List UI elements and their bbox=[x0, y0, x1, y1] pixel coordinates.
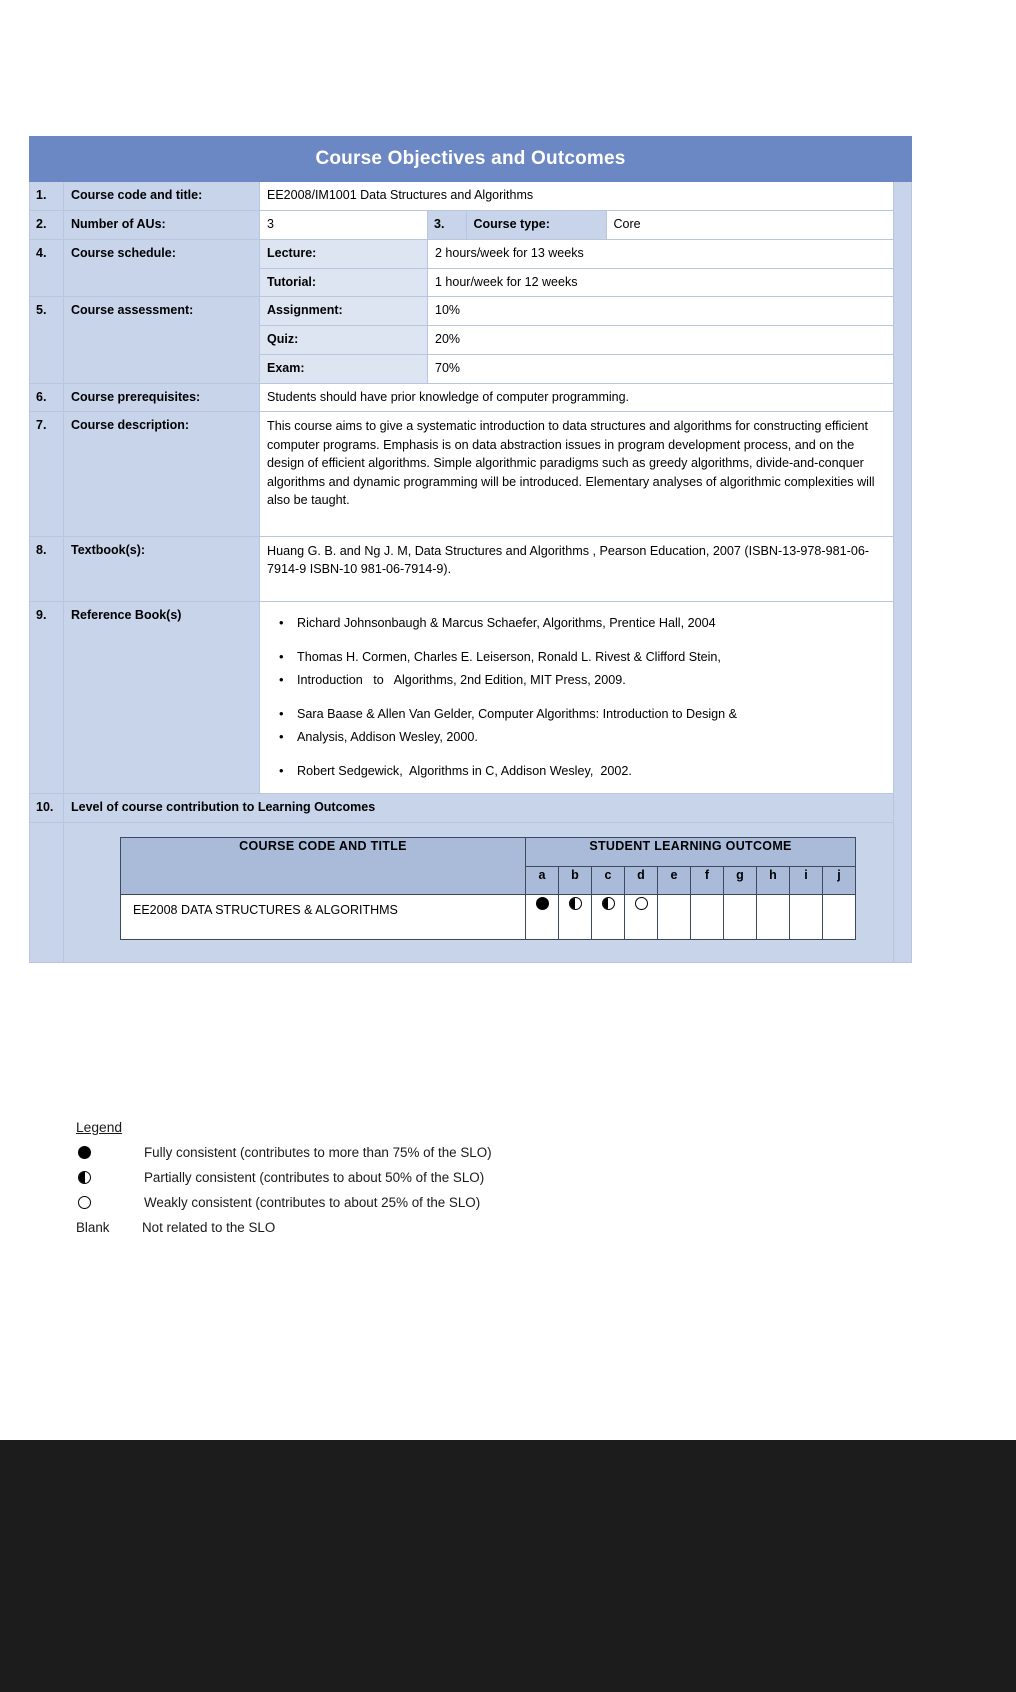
slo-mark-f bbox=[691, 894, 724, 939]
row-value: Students should have prior knowledge of computer programming. bbox=[260, 383, 894, 412]
row-value: EE2008/IM1001 Data Structures and Algorithms bbox=[260, 182, 894, 211]
table-row-aus bbox=[30, 211, 912, 240]
row-number-secondary: 3. bbox=[428, 211, 466, 239]
footer-bar bbox=[0, 1440, 1016, 1692]
legend-item-weakly bbox=[76, 1193, 696, 1211]
row-label: Course description: bbox=[64, 412, 260, 537]
row-label: Course assessment: bbox=[64, 297, 260, 383]
slo-letter-i: i bbox=[790, 867, 823, 894]
row-label: Course schedule: bbox=[64, 239, 260, 297]
slo-mark-a bbox=[526, 894, 559, 939]
row-value bbox=[260, 412, 894, 537]
slo-letter-h: h bbox=[757, 867, 790, 894]
slo-mark-i bbox=[790, 894, 823, 939]
table-row-description bbox=[30, 412, 912, 537]
slo-mark-h bbox=[757, 894, 790, 939]
slo-letter-d: d bbox=[625, 867, 658, 894]
spacer-cell bbox=[30, 822, 64, 962]
assessment-value-quiz: 20% bbox=[428, 326, 894, 355]
slo-letter-b: b bbox=[559, 867, 592, 894]
assessment-key-quiz: Quiz: bbox=[260, 326, 428, 355]
row-number: 10. bbox=[30, 793, 64, 822]
reference-book-list bbox=[267, 614, 886, 781]
slo-header-row-group bbox=[121, 837, 856, 867]
spacer-cell bbox=[894, 182, 912, 211]
row-number: 7. bbox=[30, 412, 64, 537]
spacer-cell bbox=[894, 412, 912, 537]
slo-mark-e bbox=[658, 894, 691, 939]
assessment-value-assignment: 10% bbox=[428, 297, 894, 326]
legend-blank-label: Blank bbox=[76, 1219, 110, 1235]
spacer-cell bbox=[894, 822, 912, 962]
legend bbox=[76, 1120, 696, 1243]
weakly-consistent-icon bbox=[76, 1196, 144, 1209]
row-number: 2. bbox=[30, 211, 64, 240]
schedule-key-tutorial: Tutorial: bbox=[260, 268, 428, 297]
legend-item-label: Weakly consistent (contributes to about 25% of the SLO) bbox=[144, 1194, 481, 1210]
row-label: Course code and title: bbox=[64, 182, 260, 211]
slo-mark-g bbox=[724, 894, 757, 939]
slo-outcome-group-header: STUDENT LEARNING OUTCOME bbox=[526, 837, 856, 867]
schedule-value-tutorial: 1 hour/week for 12 weeks bbox=[428, 268, 894, 297]
course-description-text: This course aims to give a systematic introduction to data structures and algorithms for constructing efficient computer programs. Emphasis is on data abstraction issues in program development process, and on the design of efficient algorithms. Simple algorithmic paradigms such as greedy algorithms, divide-and-conquer algorithms and dynamic programming will be introduced. Elementary analyses of algorithmic complexities will also be taught. bbox=[267, 419, 879, 508]
list-item: • Sara Baase & Allen Van Gelder, Computer Algorithms: Introduction to Design & bbox=[267, 705, 886, 724]
slo-mark-d bbox=[625, 894, 658, 939]
legend-item-label: Partially consistent (contributes to about 50% of the SLO) bbox=[144, 1169, 485, 1185]
slo-letter-f: f bbox=[691, 867, 724, 894]
table-row-prerequisites bbox=[30, 383, 912, 412]
spacer-cell bbox=[894, 239, 912, 268]
textbook-text: Huang G. B. and Ng J. M, Data Structures and Algorithms , Pearson Education, 2007 (ISBN-13-978-981-06-7914-9 ISBN-10 981-06-7914-9). bbox=[267, 543, 870, 577]
row-number: 6. bbox=[30, 383, 64, 412]
partially-consistent-icon bbox=[76, 1171, 144, 1184]
table-row-slo-matrix bbox=[30, 822, 912, 962]
row-number: 4. bbox=[30, 239, 64, 297]
weakly-consistent-icon bbox=[635, 897, 648, 910]
table-row-references bbox=[30, 601, 912, 793]
spacer-cell bbox=[894, 383, 912, 412]
legend-item-label: Fully consistent (contributes to more than 75% of the SLO) bbox=[144, 1144, 492, 1160]
legend-item-fully bbox=[76, 1143, 696, 1161]
slo-mark-j bbox=[823, 894, 856, 939]
legend-title: Legend bbox=[76, 1120, 123, 1135]
spacer-cell bbox=[894, 268, 912, 297]
assessment-key-exam: Exam: bbox=[260, 354, 428, 383]
slo-course-name: EE2008 DATA STRUCTURES & ALGORITHMS bbox=[121, 894, 526, 939]
spacer-cell bbox=[894, 601, 912, 793]
row-label: Textbook(s): bbox=[64, 536, 260, 601]
row-number: 5. bbox=[30, 297, 64, 383]
slo-matrix-table bbox=[120, 837, 856, 940]
spacer-cell bbox=[894, 297, 912, 326]
slo-letter-a: a bbox=[526, 867, 559, 894]
fully-consistent-icon bbox=[536, 897, 549, 910]
row-number: 9. bbox=[30, 601, 64, 793]
row-number: 1. bbox=[30, 182, 64, 211]
row-value-secondary: Core bbox=[606, 211, 893, 239]
list-item: • Thomas H. Cormen, Charles E. Leiserson, Ronald L. Rivest & Clifford Stein, bbox=[267, 648, 886, 667]
row-number: 8. bbox=[30, 536, 64, 601]
row-label-secondary: Course type: bbox=[466, 211, 606, 239]
table-row-contribution-header bbox=[30, 793, 912, 822]
slo-letter-c: c bbox=[592, 867, 625, 894]
partially-consistent-icon bbox=[602, 897, 615, 910]
row-label: Reference Book(s) bbox=[64, 601, 260, 793]
list-item: • Introduction to Algorithms, 2nd Edition, MIT Press, 2009. bbox=[267, 671, 886, 690]
spacer-cell bbox=[894, 536, 912, 601]
list-item: • Analysis, Addison Wesley, 2000. bbox=[267, 728, 886, 747]
page-title: Course Objectives and Outcomes bbox=[30, 137, 912, 182]
spacer-cell bbox=[894, 354, 912, 383]
table-title-row bbox=[30, 137, 912, 182]
row-value: 3 bbox=[260, 211, 428, 240]
table-row-textbook bbox=[30, 536, 912, 601]
slo-course-column-header: COURSE CODE AND TITLE bbox=[121, 837, 526, 894]
row-label: Course prerequisites: bbox=[64, 383, 260, 412]
course-type-group bbox=[428, 211, 894, 240]
slo-letter-j: j bbox=[823, 867, 856, 894]
slo-letter-g: g bbox=[724, 867, 757, 894]
table-row-assessment-assignment bbox=[30, 297, 912, 326]
schedule-key-lecture: Lecture: bbox=[260, 239, 428, 268]
row-value bbox=[260, 536, 894, 601]
row-label: Level of course contribution to Learning Outcomes bbox=[64, 793, 894, 822]
spacer-cell bbox=[894, 793, 912, 822]
table-row-course-code bbox=[30, 182, 912, 211]
row-label: Number of AUs: bbox=[64, 211, 260, 240]
table-row-schedule-lecture bbox=[30, 239, 912, 268]
fully-consistent-icon bbox=[76, 1146, 144, 1159]
table-row bbox=[121, 894, 856, 939]
list-item: • Richard Johnsonbaugh & Marcus Schaefer, Algorithms, Prentice Hall, 2004 bbox=[267, 614, 886, 633]
assessment-key-assignment: Assignment: bbox=[260, 297, 428, 326]
course-outline-table bbox=[29, 136, 912, 963]
spacer-cell bbox=[894, 211, 912, 240]
list-item: • Robert Sedgewick, Algorithms in C, Addison Wesley, 2002. bbox=[267, 762, 886, 781]
spacer-cell bbox=[894, 326, 912, 355]
slo-letter-e: e bbox=[658, 867, 691, 894]
slo-matrix-container bbox=[64, 822, 894, 962]
partially-consistent-icon bbox=[569, 897, 582, 910]
slo-mark-b bbox=[559, 894, 592, 939]
schedule-value-lecture: 2 hours/week for 13 weeks bbox=[428, 239, 894, 268]
row-value bbox=[260, 601, 894, 793]
assessment-value-exam: 70% bbox=[428, 354, 894, 383]
slo-mark-c bbox=[592, 894, 625, 939]
legend-item-blank bbox=[76, 1218, 696, 1236]
legend-item-label: Not related to the SLO bbox=[142, 1219, 276, 1235]
legend-item-partially bbox=[76, 1168, 696, 1186]
